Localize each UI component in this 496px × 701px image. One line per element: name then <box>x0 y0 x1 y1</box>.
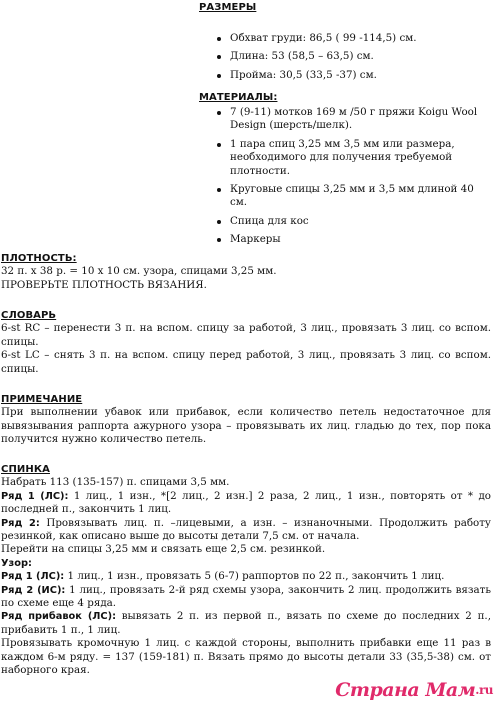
back-pattern-row-2-label: Ряд 2 (ИС): <box>1 584 66 596</box>
back-cast-on: Набрать 113 (135-157) п. спицами 3,5 мм. <box>1 476 230 489</box>
back-row-1-label: Ряд 1 (ЛС): <box>1 490 69 502</box>
back-pattern-row-2 <box>1 584 491 611</box>
back-pattern-row-1-label: Ряд 1 (ЛС): <box>1 571 65 583</box>
gauge-check-line: ПРОВЕРЬТЕ ПЛОТНОСТЬ ВЯЗАНИЯ. <box>1 278 207 291</box>
note-heading: ПРИМЕЧАНИЕ <box>1 394 83 405</box>
back-pattern-label: Узор: <box>1 557 32 569</box>
glossary-section <box>1 309 491 376</box>
back-increase-row-text: вывязать 2 п. из первой п., вязать по схеме до последних 2 п., прибавить 1 п., 1 лиц. <box>1 610 491 636</box>
materials-section <box>199 91 494 104</box>
watermark-text: Страна Мам <box>335 678 476 701</box>
back-heading: СПИНКА <box>1 464 50 475</box>
back-final-paragraph: Провязывать кромочную 1 лиц. с каждой стороны, выполнить прибавки еще 11 раз в каждом 6-м ряду. = 137 (159-181) п. Вязать прямо до высоты детали 33 (35,5-38) см. от наборного края. <box>1 637 491 677</box>
back-row-2 <box>1 517 491 544</box>
back-row-2-text: Провязывать лиц. п. –лицевыми, а изн. – изнаночными. Продолжить работу резинкой, как описано выше до высоты детали 7,5 см. от начала. <box>1 516 491 543</box>
back-section <box>1 463 491 678</box>
watermark-logo <box>335 678 493 701</box>
back-increase-row-label: Ряд прибавок (ЛС): <box>1 611 117 623</box>
materials-item-cable-needle: Спица для кос <box>214 215 492 228</box>
glossary-heading: СЛОВАРЬ <box>1 310 57 321</box>
note-text: При выполнении убавок или прибавок, если количество петель недостаточное для вывязывания раппорта ажурного узора – провязывать их лиц. гладью до тех, пор пока получится нужно количество петель. <box>1 406 491 446</box>
back-transfer: Перейти на спицы 3,25 мм и связать еще 2,5 см. резинкой. <box>1 543 326 556</box>
back-increase-row <box>1 610 491 637</box>
sizes-list <box>214 32 494 82</box>
materials-list <box>214 106 492 247</box>
sizes-item-armhole: Пройма: 30,5 (33,5 -37) см. <box>214 69 494 82</box>
sizes-item-length: Длина: 53 (58,5 – 63,5) см. <box>214 50 494 63</box>
note-section <box>1 393 491 447</box>
sizes-section <box>199 1 494 14</box>
materials-item-needles: 1 пара спиц 3,25 мм 3,5 мм или размера, необходимого для получения требуемой плотности. <box>214 138 492 178</box>
back-pattern-row-1-text: 1 лиц., 1 изн., провязать 5 (6-7) раппортов по 22 п., закончить 1 лиц. <box>64 570 445 583</box>
gauge-section <box>1 252 491 292</box>
materials-item-markers: Маркеры <box>214 233 492 246</box>
materials-heading: МАТЕРИАЛЫ: <box>199 92 278 103</box>
glossary-rc: 6-st RC – перенести 3 п. на вспом. спицу за работой, 3 лиц., провязать 3 лиц. со вспом. спицы. <box>1 322 491 348</box>
back-row-1 <box>1 490 491 517</box>
gauge-heading: ПЛОТНОСТЬ: <box>1 253 77 264</box>
back-pattern-row-2-text: 1 лиц., провязать 2-й ряд схемы узора, закончить 2 лиц. продолжить вязать по схеме еще 4 ряда. <box>1 583 491 610</box>
glossary-lc: 6-st LC – снять 3 п. на вспом. спицу перед работой, 3 лиц., провязать 3 лиц. со вспом. спицы. <box>1 349 491 375</box>
back-pattern-row-1 <box>1 570 491 583</box>
sizes-item-chest: Обхват груди: 86,5 ( 99 -114,5) см. <box>214 32 494 45</box>
materials-item-yarn: 7 (9-11) мотков 169 м /50 г пряжи Koigu Wool Design (шерсть/шелк). <box>214 106 492 133</box>
watermark-suffix: .ru <box>475 682 493 697</box>
gauge-line: 32 п. х 38 р. = 10 х 10 см. узора, спицами 3,25 мм. <box>1 265 277 278</box>
materials-item-circular-needles: Круговые спицы 3,25 мм и 3,5 мм длиной 40 см. <box>214 183 492 210</box>
back-row-1-text: 1 лиц., 1 изн., *[2 лиц., 2 изн.] 2 раза, 2 лиц., 1 изн., повторять от * до последней п., закончить 1 лиц. <box>1 489 491 516</box>
back-row-2-label: Ряд 2: <box>1 517 40 529</box>
sizes-heading: РАЗМЕРЫ <box>199 2 257 13</box>
back-pattern-heading <box>1 557 491 570</box>
